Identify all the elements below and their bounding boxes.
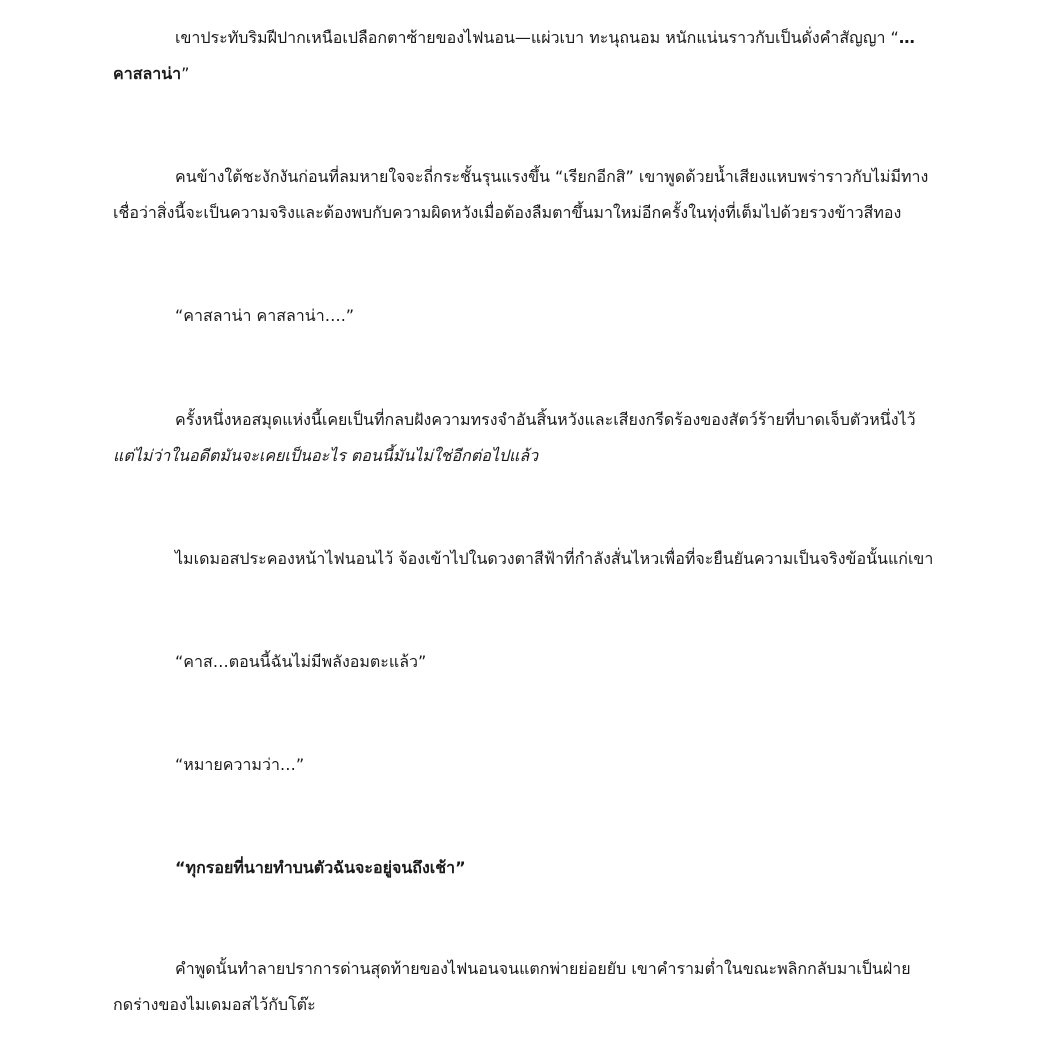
paragraph-9-line-2: กดร่างของไมเดมอสไว้กับโต๊ะ — [113, 995, 316, 1014]
paragraph-3 — [113, 298, 923, 334]
paragraph-4-line-2: แต่ไม่ว่าในอดีตมันจะเคยเป็นอะไร ตอนนี้มันไม่ใช่อีกต่อไปแล้ว — [113, 446, 539, 465]
paragraph-1-ellipsis: … — [898, 28, 915, 47]
paragraph-6-line-1 — [113, 644, 923, 680]
paragraph-6 — [113, 644, 923, 680]
paragraph-1-name: คาสลาน่า — [113, 64, 182, 83]
paragraph-8 — [113, 850, 923, 886]
paragraph-9-text-1: คำพูดนั้นทำลายปราการด่านสุดท้ายของไฟนอนจนแตกพ่ายย่อยยับ เขาคำรามต่ำในขณะพลิกกลับมาเป็นฝ่าย — [175, 959, 911, 978]
paragraph-2 — [113, 159, 929, 231]
paragraph-9-line-1 — [113, 951, 923, 987]
paragraph-1-close-quote: ” — [181, 64, 190, 83]
paragraph-7 — [113, 747, 923, 783]
paragraph-6-text: “คาส…ตอนนี้ฉันไม่มีพลังอมตะแล้ว” — [175, 652, 427, 671]
paragraph-5-line-1 — [113, 541, 934, 577]
paragraph-1-line-1 — [113, 20, 923, 56]
paragraph-3-line-1 — [113, 298, 923, 334]
paragraph-5-text: ไมเดมอสประคองหน้าไฟนอนไว้ จ้องเข้าไปในดวงตาสีฟ้าที่กำลังสั่นไหวเพื่อที่จะยืนยันความเป็นจริงข้อนั้นแก่เขา — [175, 549, 934, 568]
paragraph-8-line-1 — [113, 850, 923, 886]
paragraph-4-text-1: ครั้งหนึ่งหอสมุดแห่งนี้เคยเป็นที่กลบฝังความทรงจำอันสิ้นหวังและเสียงกรีดร้องของสัตว์ร้ายที่บาดเจ็บตัวหนึ่งไว้ — [175, 410, 916, 429]
paragraph-2-text-1: คนข้างใต้ชะงักงันก่อนที่ลมหายใจจะถี่กระชั้นรุนแรงขึ้น “เรียกอีกสิ” เขาพูดด้วยน้ำเสียงแหบพร่าราวกับไม่มีทาง — [175, 167, 929, 186]
paragraph-8-text: “ทุกรอยที่นายทำบนตัวฉันจะอยู่จนถึงเช้า” — [175, 858, 466, 877]
paragraph-2-line-2: เชื่อว่าสิ่งนี้จะเป็นความจริงและต้องพบกับความผิดหวังเมื่อต้องลืมตาขึ้นมาใหม่อีกครั้งในทุ่งที่เต็มไปด้วยรวงข้าวสีทอง — [113, 203, 902, 222]
paragraph-1 — [113, 20, 923, 92]
paragraph-3-text: “คาสลาน่า คาสลาน่า….” — [175, 306, 355, 325]
paragraph-1-text: เขาประทับริมฝีปากเหนือเปลือกตาซ้ายของไฟนอน—แผ่วเบา ทะนุถนอม หนักแน่นราวกับเป็นดั่งคำสัญญา “ — [175, 28, 899, 47]
paragraph-4-line-1 — [113, 402, 923, 438]
paragraph-7-line-1 — [113, 747, 923, 783]
paragraph-7-text: “หมายความว่า…” — [175, 755, 305, 774]
paragraph-2-line-1 — [113, 159, 929, 195]
paragraph-5 — [113, 541, 934, 577]
paragraph-4 — [113, 402, 923, 474]
paragraph-9 — [113, 951, 923, 1023]
paragraph-1-line-2 — [113, 56, 923, 92]
